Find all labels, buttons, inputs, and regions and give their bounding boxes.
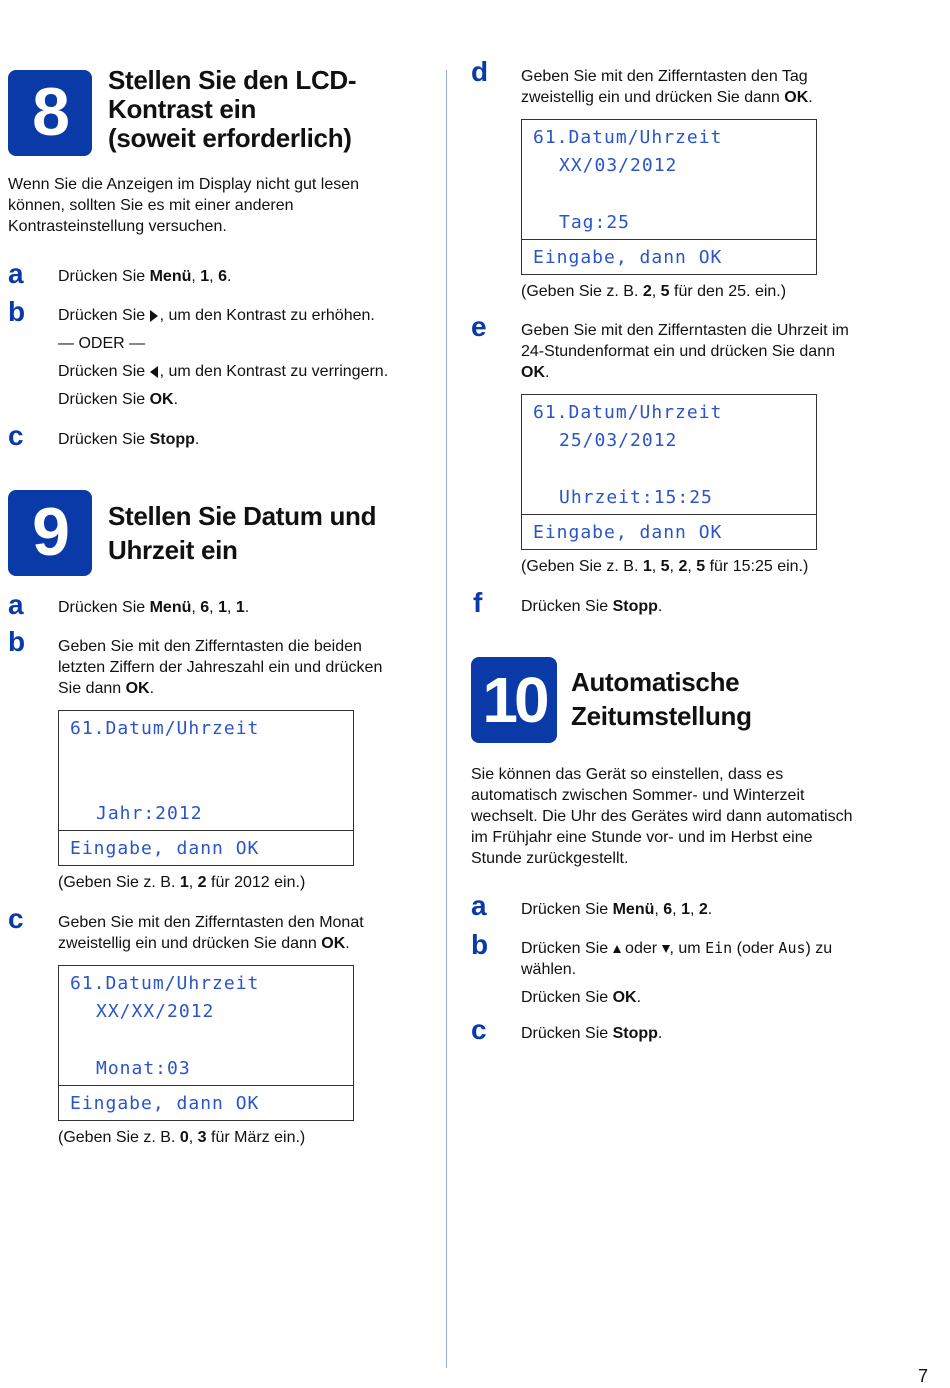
step-9-e-line1: Geben Sie mit den Zifferntasten die Uhrzeit im	[521, 322, 849, 339]
step-9-d-caption-key2: 5	[660, 283, 670, 300]
step-9-c-line2-pre: zweistellig ein und drücken Sie dann	[58, 935, 322, 952]
right-arrow-icon	[150, 310, 158, 322]
step-10-b-line3: Drücken Sie OK.	[521, 989, 642, 1006]
step-9-d-line2-pre: zweistellig ein und drücken Sie dann	[521, 89, 785, 106]
step-9-title-line2: Uhrzeit ein	[108, 535, 238, 565]
step-10-a-text: Drücken Sie Menü, 6, 1, 2.	[521, 901, 713, 918]
step-10-intro-line2: automatisch zwischen Sommer- und Winterzeit	[471, 787, 805, 804]
step-10-intro-line4: im Frühjahr eine Stunde vor- und im Herbst eine	[471, 829, 813, 846]
up-arrow-icon	[613, 945, 621, 953]
step-8-b-end: .	[173, 391, 179, 408]
lcd-display-month	[58, 965, 354, 1121]
step-8-b-line3	[58, 361, 438, 389]
lcd-year-line3: Jahr:2012	[96, 803, 203, 824]
lcd-year-separator	[59, 830, 353, 831]
lcd-month-footer: Eingabe, dann OK	[70, 1093, 260, 1114]
step-10-b-line1	[521, 938, 921, 959]
step-9-b-line3-pre: Sie dann	[58, 680, 126, 697]
step-8-title-line2: Kontrast ein	[108, 94, 257, 125]
step-9-e-caption-key3: 2	[678, 558, 688, 575]
step-9-c-letter: c	[8, 903, 24, 934]
step-10-c-letter: c	[471, 1014, 487, 1045]
step-8-c-text	[58, 429, 199, 450]
lcd-day-line3: Tag:25	[559, 212, 631, 233]
step-8-number: 8	[32, 74, 68, 151]
step-8-b-letter: b	[8, 296, 26, 327]
step-9-b-caption-pre: (Geben Sie z. B.	[58, 874, 180, 891]
step-10-b-pre: Drücken Sie	[521, 940, 613, 957]
step-9-a-pre: Drücken Sie	[58, 599, 150, 616]
step-8-b-line3-post: , um den Kontrast zu verringern.	[159, 363, 389, 380]
step-10-a-menu: Menü	[612, 901, 655, 918]
step-9-c-caption-pre: (Geben Sie z. B.	[58, 1129, 180, 1146]
step-8-badge	[8, 70, 92, 156]
step-9-a-text: Drücken Sie Menü, 6, 1, 1.	[58, 599, 250, 616]
step-8-b-line4-pre: Drücken Sie	[58, 391, 150, 408]
step-9-d-caption-key1: 2	[642, 283, 652, 300]
step-10-b-text	[521, 938, 921, 1008]
step-10-c-text: Drücken Sie Stopp.	[521, 1025, 663, 1042]
page-number: 7	[917, 1365, 928, 1386]
step-9-e-ok: OK	[521, 364, 545, 381]
step-9-e-line3: OK.	[521, 364, 550, 381]
step-9-b-caption-key2: 2	[197, 874, 207, 891]
step-9-c-caption: (Geben Sie z. B. 0, 3 für März ein.)	[58, 1129, 306, 1146]
step-10-b-line2: wählen.	[521, 961, 577, 978]
step-9-a-key3: 1	[235, 599, 245, 616]
step-9-d-line2: zweistellig ein und drücken Sie dann OK.	[521, 89, 813, 106]
step-8-b-line1-pre: Drücken Sie	[58, 307, 150, 324]
lcd-month-line3: Monat:03	[96, 1058, 191, 1079]
down-arrow-icon	[662, 945, 670, 953]
step-8-b-ok: OK	[149, 391, 174, 408]
step-8-a-key2: 6	[218, 268, 227, 285]
lcd-month-line2: XX/XX/2012	[96, 1001, 215, 1022]
lcd-display-year	[58, 710, 354, 866]
step-8-a-menu: Menü	[149, 268, 192, 285]
step-9-d-letter: d	[471, 56, 489, 87]
step-8-a-key1: 1	[200, 268, 210, 285]
step-10-b-end: ) zu	[805, 940, 833, 957]
lcd-year-line1: 61.Datum/Uhrzeit	[70, 718, 260, 739]
step-8-intro-line3: Kontrasteinstellung versuchen.	[8, 218, 227, 235]
step-10-a-key2: 1	[681, 901, 690, 918]
step-9-b-line2: letzten Ziffern der Jahreszahl ein und drücken	[58, 659, 383, 676]
step-10-title-line2: Zeitumstellung	[571, 701, 752, 731]
step-10-b-line3-pre: Drücken Sie	[521, 989, 613, 1006]
step-9-e-caption-key1: 1	[642, 558, 652, 575]
step-9-d-ok: OK	[784, 89, 809, 106]
step-10-number: 10	[482, 663, 546, 736]
step-9-c-text	[58, 912, 438, 954]
step-8-a-letter: a	[8, 258, 24, 289]
step-10-b-ok: OK	[612, 989, 637, 1006]
step-9-d-caption: (Geben Sie z. B. 2, 5 für den 25. ein.)	[521, 283, 787, 300]
step-8-a-end: .	[226, 268, 232, 285]
step-9-e-caption-key4: 5	[696, 558, 706, 575]
step-9-title	[108, 499, 438, 567]
step-9-b-caption-post: für 2012 ein.)	[206, 874, 306, 891]
step-8-a-pre: Drücken Sie	[58, 268, 150, 285]
step-9-c-line2: zweistellig ein und drücken Sie dann OK.	[58, 935, 350, 952]
step-9-f-letter: f	[473, 587, 483, 618]
step-9-e-caption-pre: (Geben Sie z. B.	[521, 558, 643, 575]
step-10-b-option-aus: Aus	[778, 939, 806, 957]
step-8-a-text	[58, 266, 231, 287]
step-10-a-letter: a	[471, 890, 487, 921]
step-8-intro-line2: können, sollten Sie es mit einer anderen	[8, 197, 294, 214]
step-9-c-caption-key1: 0	[179, 1129, 189, 1146]
step-8-c-stopp: Stopp	[149, 431, 195, 448]
step-10-a-key1: 6	[663, 901, 673, 918]
step-10-badge	[471, 657, 557, 743]
lcd-time-line1: 61.Datum/Uhrzeit	[533, 402, 723, 423]
step-9-c-line1: Geben Sie mit den Zifferntasten den Monat	[58, 914, 364, 931]
step-9-d-caption-pre: (Geben Sie z. B.	[521, 283, 643, 300]
step-9-f-pre: Drücken Sie	[521, 598, 613, 615]
lcd-time-line2: 25/03/2012	[559, 430, 678, 451]
lcd-day-separator	[522, 239, 816, 240]
step-9-c-caption-post: für März ein.)	[206, 1129, 306, 1146]
step-9-e-caption-post: für 15:25 ein.)	[705, 558, 809, 575]
step-8-b-line3-pre: Drücken Sie	[58, 363, 150, 380]
step-8-b-line4	[58, 389, 438, 410]
step-8-a-sep: ,	[191, 268, 201, 285]
step-10-intro	[471, 764, 911, 869]
step-8-intro-line1: Wenn Sie die Anzeigen im Display nicht gut lesen	[8, 176, 360, 193]
step-9-title-line1: Stellen Sie Datum und	[108, 501, 377, 531]
step-10-b-letter: b	[471, 929, 489, 960]
step-8-b-line1-post: , um den Kontrast zu erhöhen.	[159, 307, 375, 324]
step-8-b-or: — ODER —	[58, 335, 146, 352]
column-divider	[446, 70, 447, 1368]
step-8-c-end: .	[194, 431, 200, 448]
step-8-a-sep2: ,	[209, 268, 219, 285]
step-10-a-key3: 2	[698, 901, 708, 918]
step-10-c-pre: Drücken Sie	[521, 1025, 613, 1042]
step-9-b-text	[58, 636, 438, 699]
lcd-time-separator	[522, 514, 816, 515]
step-10-intro-line3: wechselt. Die Uhr des Gerätes wird dann automatisch	[471, 808, 853, 825]
step-10-title	[571, 665, 911, 733]
step-10-intro-line1: Sie können das Gerät so einstellen, dass es	[471, 766, 784, 783]
step-10-intro-line5: Stunde zurückgestellt.	[471, 850, 629, 867]
step-8-title	[108, 66, 438, 153]
step-9-b-caption: (Geben Sie z. B. 1, 2 für 2012 ein.)	[58, 874, 306, 891]
step-10-title-line1: Automatische	[571, 667, 740, 697]
lcd-month-separator	[59, 1085, 353, 1086]
step-9-f-stopp: Stopp	[612, 598, 658, 615]
step-10-b-option-ein: Ein	[705, 939, 733, 957]
step-9-c-ok: OK	[321, 935, 346, 952]
step-8-c-pre: Drücken Sie	[58, 431, 150, 448]
step-9-a-key1: 6	[200, 599, 210, 616]
lcd-year-footer: Eingabe, dann OK	[70, 838, 260, 859]
step-8-c-letter: c	[8, 420, 24, 451]
step-9-badge	[8, 490, 92, 576]
step-8-intro	[8, 174, 428, 237]
lcd-month-line1: 61.Datum/Uhrzeit	[70, 973, 260, 994]
lcd-day-line1: 61.Datum/Uhrzeit	[533, 127, 723, 148]
step-9-a-menu: Menü	[149, 599, 192, 616]
step-9-e-caption: (Geben Sie z. B. 1, 5, 2, 5 für 15:25 ein.)	[521, 558, 809, 575]
step-8-title-line1: Stellen Sie den LCD-	[108, 65, 357, 95]
step-10-b-paren: (oder	[732, 940, 779, 957]
step-8-b-line1	[58, 305, 438, 333]
lcd-time-footer: Eingabe, dann OK	[533, 522, 723, 543]
step-9-b-caption-key1: 1	[179, 874, 189, 891]
step-8-title-line3: (soweit erforderlich)	[108, 123, 352, 154]
step-9-b-letter: b	[8, 626, 26, 657]
step-9-a-letter: a	[8, 589, 24, 620]
step-9-number: 9	[32, 494, 68, 571]
step-9-b-line1: Geben Sie mit den Zifferntasten die beiden	[58, 638, 362, 655]
step-9-e-caption-key2: 5	[660, 558, 670, 575]
lcd-day-line2: XX/03/2012	[559, 155, 678, 176]
step-9-c-caption-key2: 3	[197, 1129, 207, 1146]
lcd-display-day	[521, 119, 817, 275]
step-9-d-text	[521, 66, 921, 108]
step-10-c-stopp: Stopp	[612, 1025, 658, 1042]
step-9-d-line1: Geben Sie mit den Zifferntasten den Tag	[521, 68, 808, 85]
lcd-time-line3: Uhrzeit:15:25	[559, 487, 713, 508]
lcd-display-time	[521, 394, 817, 550]
step-9-b-ok: OK	[125, 680, 150, 697]
step-9-e-line2: 24-Stundenformat ein und drücken Sie dann	[521, 343, 835, 360]
step-9-e-text	[521, 320, 921, 383]
step-10-b-mid: oder	[620, 940, 662, 957]
step-9-a-key2: 1	[218, 599, 227, 616]
step-10-a-pre: Drücken Sie	[521, 901, 613, 918]
step-10-b-mid2: , um	[669, 940, 706, 957]
step-8-b-text	[58, 305, 438, 410]
step-9-b-line3: Sie dann OK.	[58, 680, 155, 697]
step-9-d-caption-post: für den 25. ein.)	[669, 283, 787, 300]
lcd-day-footer: Eingabe, dann OK	[533, 247, 723, 268]
left-arrow-icon	[150, 366, 158, 378]
step-9-f-text: Drücken Sie Stopp.	[521, 598, 663, 615]
step-9-e-letter: e	[471, 311, 487, 342]
